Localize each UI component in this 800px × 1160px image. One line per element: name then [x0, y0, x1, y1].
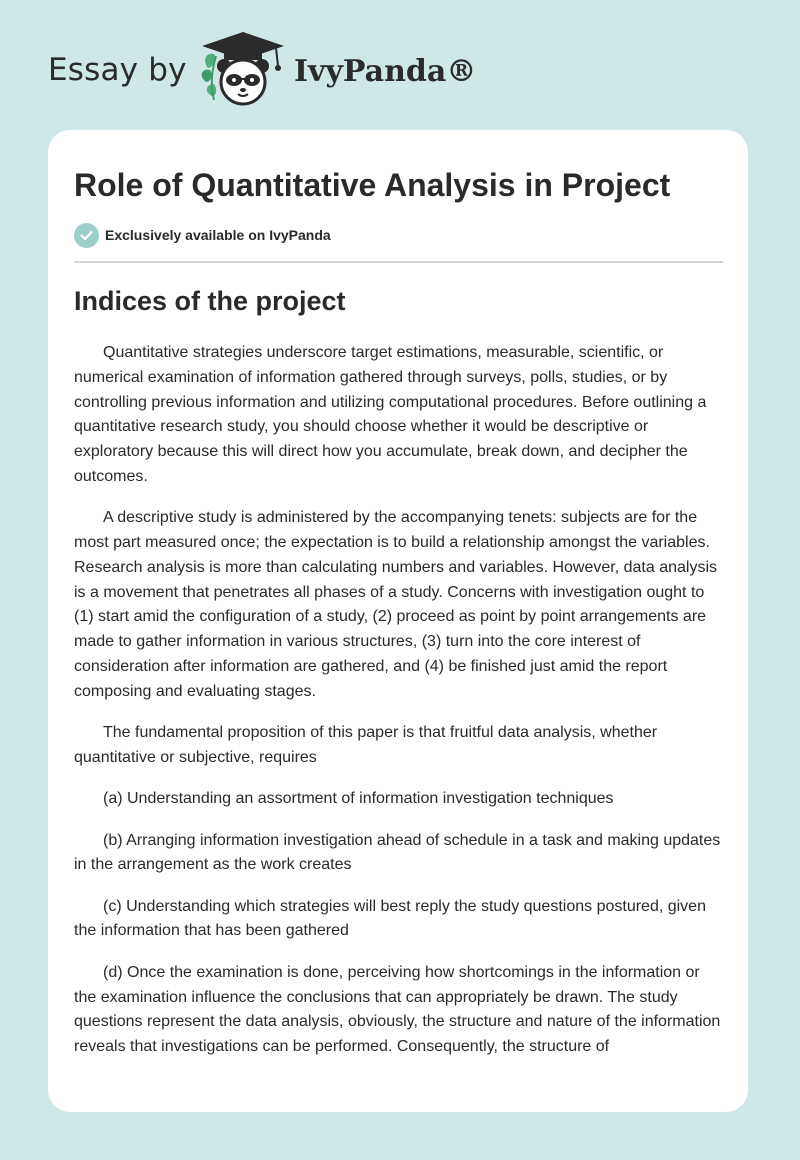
- panda-graduate-icon: [198, 30, 288, 110]
- paragraph: Quantitative strategies underscore target estimations, measurable, scientific, or numerical examination of information gathered through surveys, polls, studies, or by controlling previous information and utilizing computational procedures. Before outlining a quantitative research study, you should choose whether it would be descriptive or exploratory because this will direct how you accumulate, break down, and decipher the outcomes.: [74, 344, 707, 485]
- essay-card: [48, 130, 748, 1112]
- list-item: (d) Once the examination is done, perceiving how shortcomings in the information or the examination influence the conclusions that can appropriately be drawn. The study questions represent the data analysis, obviously, the structure and nature of the information reveals that investigations can be performed. Consequently, the structure of: [74, 963, 721, 1056]
- check-icon: [80, 230, 93, 241]
- list-item: (c) Understanding which strategies will best reply the study questions postured, given the information that has been gathered: [74, 897, 706, 940]
- divider: [74, 261, 723, 263]
- exclusive-badge: [74, 222, 331, 248]
- essay-body: [74, 341, 724, 1076]
- paragraph: A descriptive study is administered by the accompanying tenets: subjects are for the most part measured once; the expectation is to build a relationship amongst the variables. Research analysis is more than calculating numbers and variables. However, data analysis is a movement that penetrates all phases of a study. Concerns with investigation ought to (1) start amid the configuration of a study, (2) proceed as point by point arrangements are made to gather information in various structures, (3) turn into the core interest of consideration after information are gathered, and (4) be finished just amid the report composing and evaluating stages.: [74, 509, 717, 700]
- list-item: (a) Understanding an assortment of information investigation techniques: [103, 790, 614, 808]
- brand-name[interactable]: IvyPanda®: [294, 54, 477, 89]
- essay-by-label: Essay by: [48, 52, 187, 88]
- list-item: (b) Arranging information investigation ahead of schedule in a task and making updates in the arrangement as the work creates: [74, 831, 721, 874]
- page-title: Role of Quantitative Analysis in Project: [74, 167, 671, 203]
- check-badge: [74, 223, 99, 248]
- exclusive-label: Exclusively available on IvyPanda: [105, 227, 331, 243]
- section-heading: Indices of the project: [74, 286, 346, 316]
- paragraph: The fundamental proposition of this paper is that fruitful data analysis, whether quantitative or subjective, requires: [74, 724, 658, 766]
- site-header: [0, 0, 800, 130]
